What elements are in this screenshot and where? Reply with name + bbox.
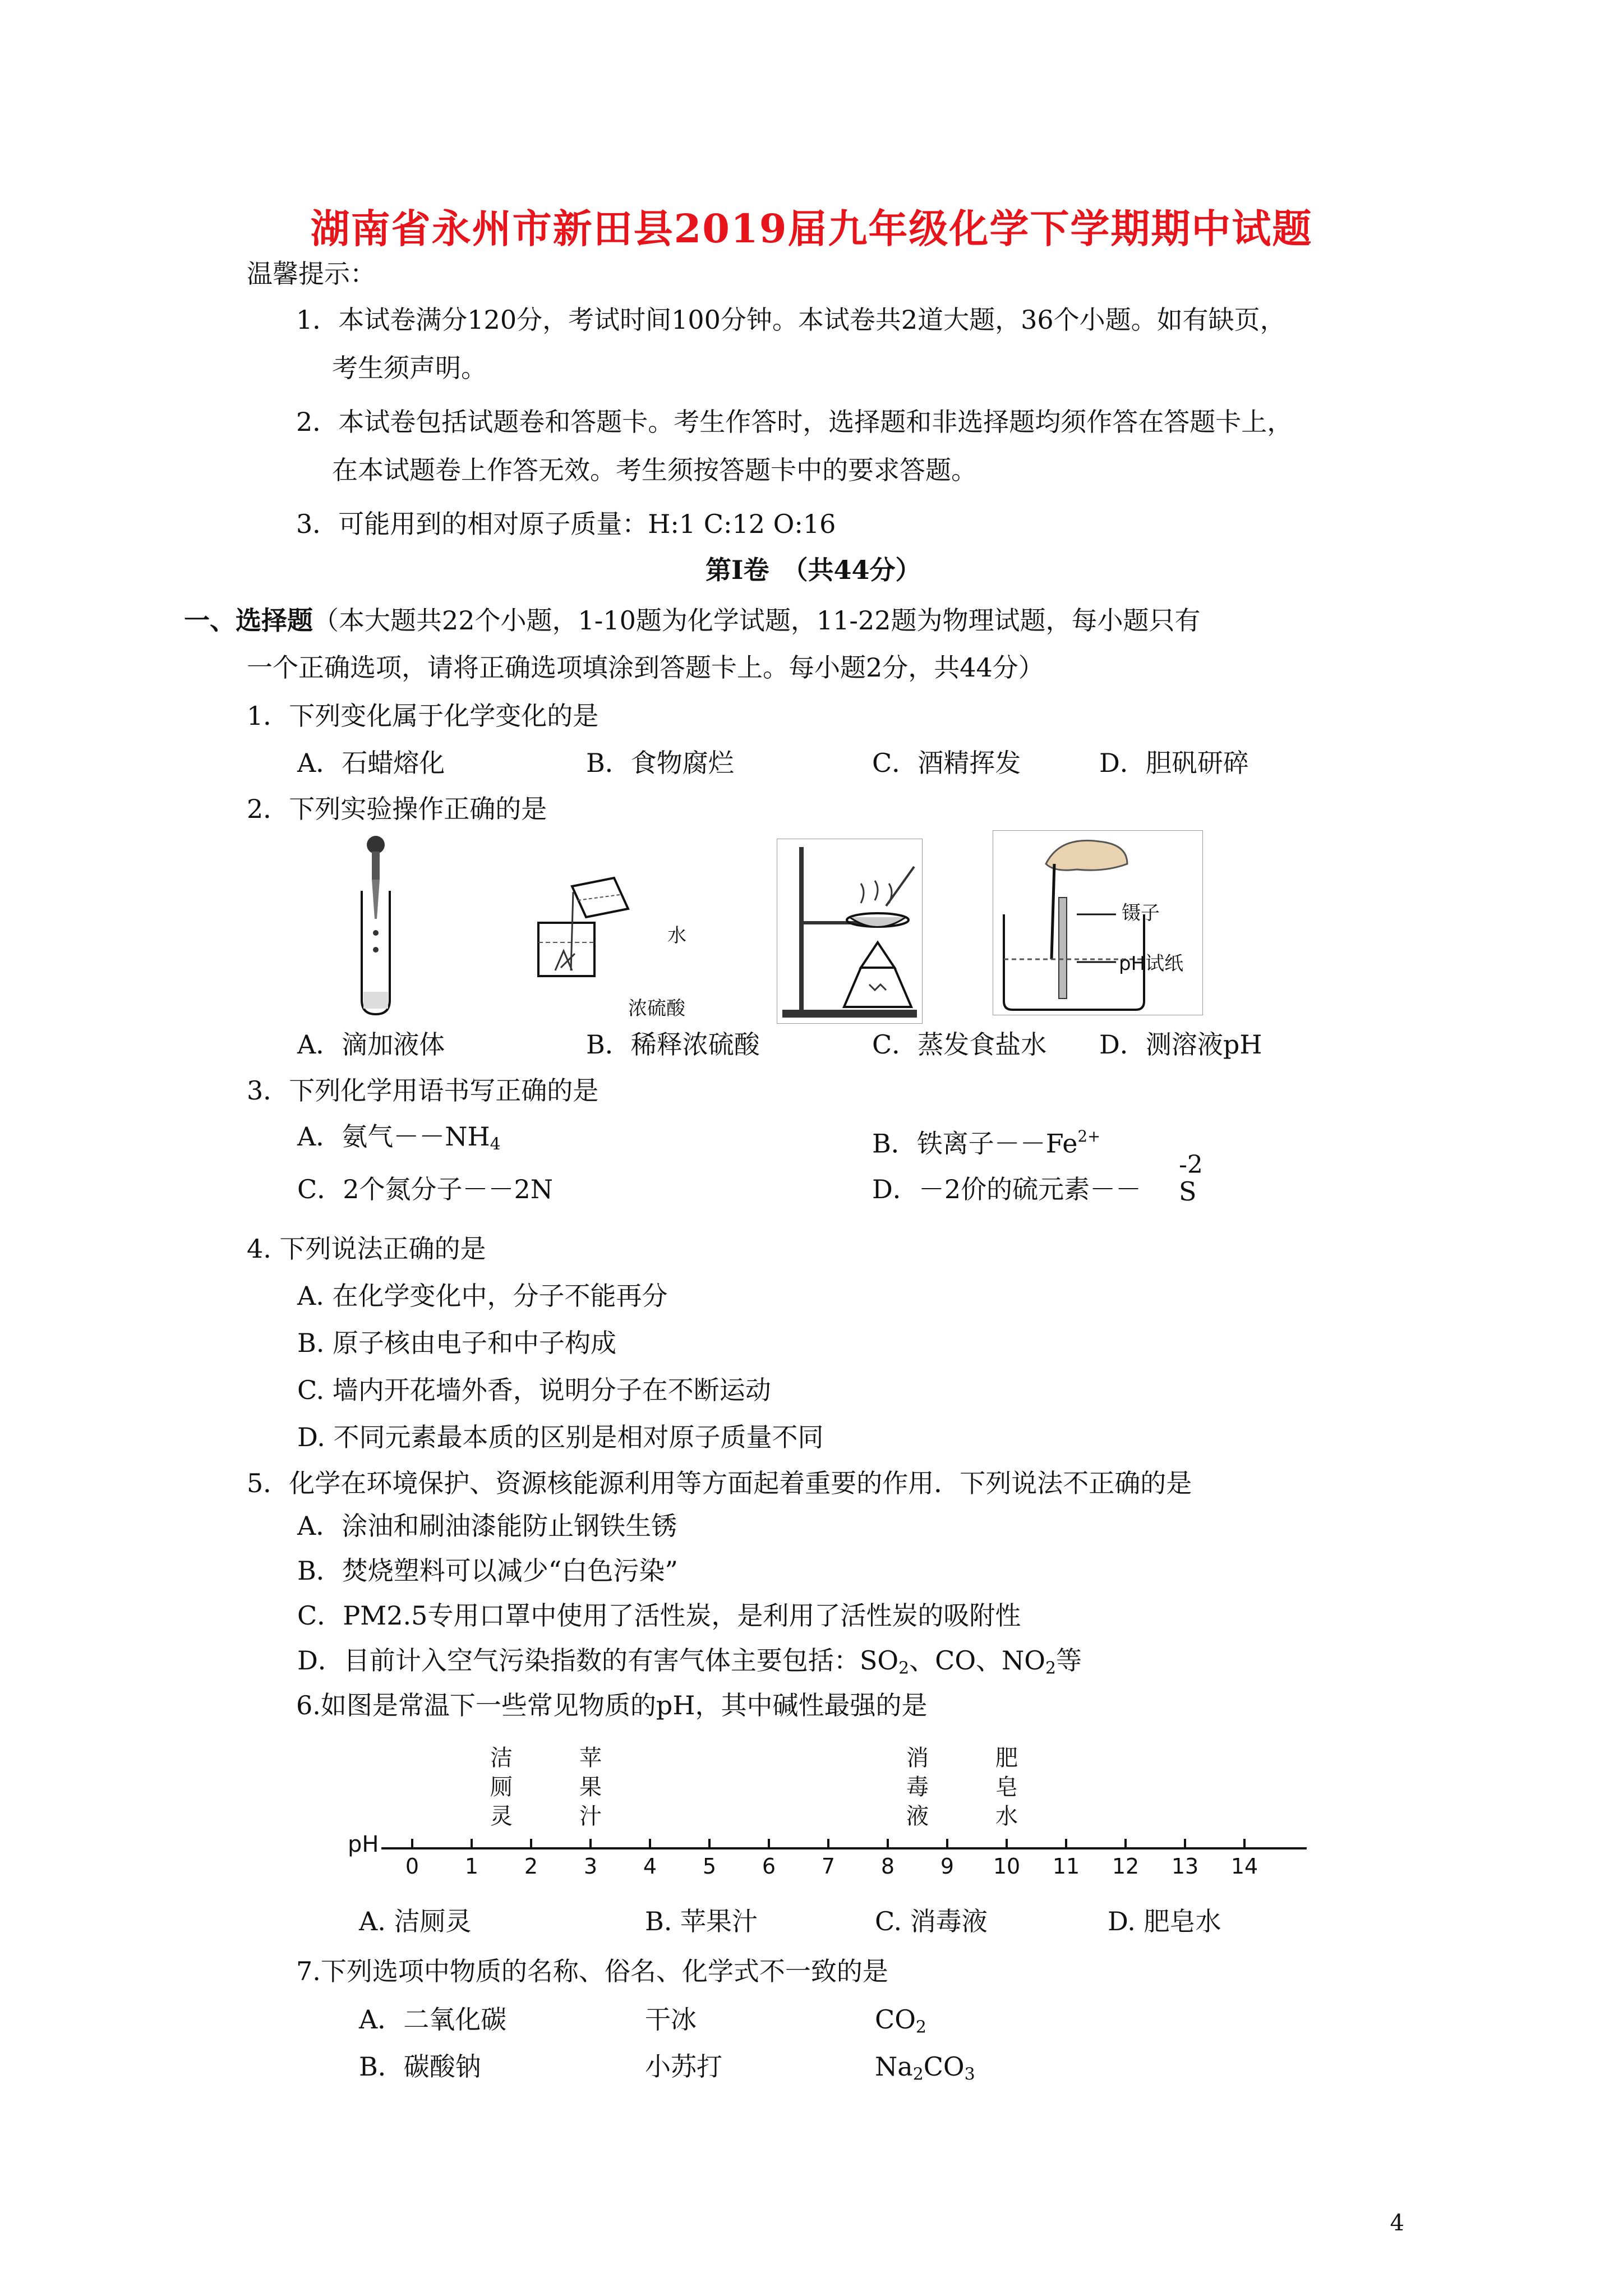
- q2-option-a: A．滴加液体: [297, 1029, 445, 1060]
- ph-tick-label: 7: [821, 1854, 836, 1879]
- section-desc: 一个正确选项，请将正确选项填涂到答题卡上。每小题2分，共44分）: [247, 652, 1044, 683]
- figure-label-water: 水: [667, 924, 686, 947]
- ph-substance-char: 液: [906, 1803, 929, 1829]
- ph-substance-char: 皂: [995, 1774, 1018, 1800]
- volume-heading: 第Ⅰ卷 （共44分）: [706, 555, 921, 585]
- tip-2: 2．本试卷包括试题卷和答题卡。考生作答时，选择题和非选择题均须作答在答题卡上，: [296, 407, 1293, 437]
- q1-stem: 1．下列变化属于化学变化的是: [247, 701, 599, 731]
- q4-option-c: C. 墙内开花墙外香，说明分子在不断运动: [297, 1375, 771, 1405]
- ph-tick-label: 13: [1171, 1854, 1199, 1879]
- q7-b-formula: $Na_2CO_3$: [875, 2051, 975, 2085]
- q4-stem: 4. 下列说法正确的是: [247, 1234, 486, 1264]
- figure-measure-ph: [993, 830, 1203, 1015]
- q7-b-name: B．碳酸钠: [359, 2051, 481, 2082]
- ph-substance-char: 厕: [490, 1774, 513, 1800]
- figure-dropper-test-tube: [345, 829, 407, 1020]
- q3-sulfur-symbol: S: [1179, 1176, 1197, 1207]
- ph-tick-mark: [1065, 1839, 1067, 1849]
- figure-label-tweezers: 镊子: [1122, 902, 1160, 924]
- q1-option-b: B．食物腐烂: [586, 748, 734, 778]
- ph-tick-mark: [768, 1839, 770, 1849]
- q3-valence: -2: [1179, 1151, 1203, 1179]
- ph-tick-label: 1: [464, 1854, 479, 1879]
- figure-label-acid: 浓硫酸: [628, 997, 685, 1020]
- ph-tick-mark: [708, 1839, 711, 1849]
- ph-tick-label: 3: [583, 1854, 598, 1879]
- ph-tick-mark: [411, 1839, 413, 1849]
- q2-option-b: B．稀释浓硫酸: [586, 1029, 760, 1060]
- q1-option-a: A．石蜡熔化: [297, 748, 445, 778]
- tip-3: 3．可能用到的相对原子质量：H:1 C:12 O:16: [296, 509, 836, 539]
- q4-option-b: B. 原子核由电子和中子构成: [297, 1328, 617, 1358]
- ph-tick-mark: [827, 1839, 829, 1849]
- ph-axis-label: pH: [348, 1832, 379, 1857]
- ph-tick-mark: [1006, 1839, 1008, 1849]
- q7-a-common: 干冰: [645, 2004, 697, 2035]
- page-number: 4: [1390, 2210, 1404, 2236]
- ph-tick-label: 0: [405, 1854, 419, 1879]
- ph-tick-label: 14: [1230, 1854, 1258, 1879]
- q3-option-a: A．氨气$--NH_4$: [297, 1121, 501, 1154]
- tip-1: 1．本试卷满分120分，考试时间100分钟。本试卷共2道大题，36个小题。如有缺页，: [296, 305, 1286, 335]
- ph-substance-label: [577, 1743, 605, 1831]
- q1-option-c: C．酒精挥发: [872, 748, 1021, 778]
- ph-tick-label: 2: [524, 1854, 538, 1879]
- q7-a-formula: $CO_2$: [875, 2004, 926, 2037]
- q6-option-d: D. 肥皂水: [1108, 1906, 1221, 1936]
- ph-tick-mark: [649, 1839, 651, 1849]
- q7-a-name: A．二氧化碳: [359, 2004, 507, 2035]
- ph-tick-mark: [887, 1839, 889, 1849]
- ph-substance-char: 水: [995, 1803, 1018, 1829]
- ph-tick-mark: [1184, 1839, 1186, 1849]
- figure-dilute-acid: [522, 875, 667, 982]
- section-heading: 一、选择题（本大题共22个小题，1-10题为化学试题，11-22题为物理试题，每小题只有: [184, 605, 1201, 636]
- ph-tick-label: 10: [993, 1854, 1021, 1879]
- q6-stem: 6.如图是常温下一些常见物质的pH，其中碱性最强的是: [296, 1690, 928, 1720]
- ph-substance-label: [903, 1743, 932, 1831]
- q3-option-d: D．－2价的硫元素－－: [872, 1174, 1142, 1204]
- q5-option-d: D．目前计入空气污染指数的有害气体主要包括：$SO_2$、CO、$NO_2$等: [297, 1645, 1082, 1678]
- ph-substance-char: 消: [906, 1745, 929, 1771]
- ph-tick-mark: [471, 1839, 473, 1849]
- ph-substance-char: 汁: [579, 1803, 602, 1829]
- q5-option-b: B．焚烧塑料可以减少“白色污染”: [297, 1556, 678, 1586]
- q2-option-d: D．测溶液pH: [1099, 1029, 1262, 1060]
- q4-option-d: D. 不同元素最本质的区别是相对原子质量不同: [297, 1422, 824, 1452]
- ph-tick-mark: [589, 1839, 592, 1849]
- q2-stem: 2．下列实验操作正确的是: [247, 794, 547, 824]
- ph-tick-mark: [530, 1839, 532, 1849]
- ph-substance-char: 灵: [490, 1803, 513, 1829]
- ph-substance-label: [487, 1743, 515, 1831]
- ph-tick-label: 5: [702, 1854, 717, 1879]
- q5-option-c: C．PM2.5专用口罩中使用了活性炭，是利用了活性炭的吸附性: [297, 1600, 1021, 1631]
- q1-option-d: D．胆矾研碎: [1099, 748, 1249, 778]
- q3-stem: 3．下列化学用语书写正确的是: [247, 1075, 599, 1106]
- ph-substance-char: 苹: [579, 1745, 602, 1771]
- ph-substance-label: [993, 1743, 1021, 1831]
- tip-2-cont: 在本试题卷上作答无效。考生须按答题卡中的要求答题。: [332, 455, 977, 485]
- ph-substance-char: 肥: [995, 1745, 1018, 1771]
- tips-heading: 温馨提示：: [247, 259, 376, 289]
- tip-1-cont: 考生须声明。: [332, 353, 487, 383]
- ph-tick-mark: [946, 1839, 948, 1849]
- ph-tick-label: 6: [762, 1854, 776, 1879]
- q5-option-a: A．涂油和刷油漆能防止钢铁生锈: [297, 1511, 677, 1541]
- ph-tick-mark: [1243, 1839, 1246, 1849]
- q7-b-common: 小苏打: [645, 2051, 722, 2082]
- exam-title: 湖南省永州市新田县2019届九年级化学下学期期中试题: [310, 205, 1313, 252]
- ph-tick-label: 8: [880, 1854, 895, 1879]
- q5-stem: 5．化学在环境保护、资源核能源利用等方面起着重要的作用．下列说法不正确的是: [247, 1468, 1192, 1498]
- q7-stem: 7.下列选项中物质的名称、俗名、化学式不一致的是: [296, 1956, 888, 1986]
- q3-option-b: B．铁离子$--Fe^{2+}$: [872, 1127, 1101, 1159]
- q4-option-a: A. 在化学变化中，分子不能再分: [297, 1281, 668, 1311]
- ph-tick-label: 9: [940, 1854, 955, 1879]
- ph-axis-line: [381, 1847, 1307, 1849]
- figure-label-ph-paper: pH试纸: [1119, 953, 1184, 975]
- ph-substance-char: 果: [579, 1774, 602, 1800]
- q3-option-c: C．2个氮分子－－2N: [297, 1174, 553, 1204]
- q6-option-b: B. 苹果汁: [645, 1906, 758, 1936]
- q6-option-a: A. 洁厕灵: [359, 1906, 472, 1936]
- ph-tick-label: 12: [1112, 1854, 1140, 1879]
- figure-evaporation: [777, 839, 923, 1024]
- ph-substance-char: 洁: [490, 1745, 513, 1771]
- q2-option-c: C．蒸发食盐水: [872, 1029, 1047, 1060]
- q6-option-c: C. 消毒液: [875, 1906, 988, 1936]
- ph-tick-label: 11: [1052, 1854, 1080, 1879]
- ph-tick-label: 4: [643, 1854, 657, 1879]
- ph-tick-mark: [1124, 1839, 1127, 1849]
- ph-substance-char: 毒: [906, 1774, 929, 1800]
